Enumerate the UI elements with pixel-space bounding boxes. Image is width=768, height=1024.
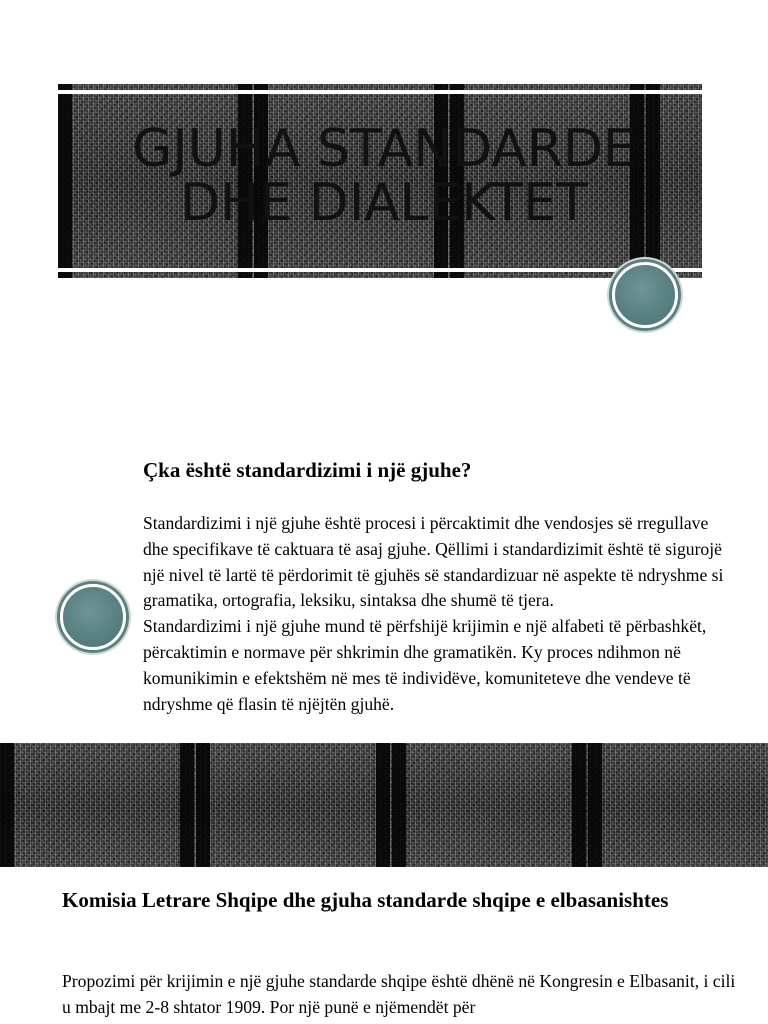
title-line-2: DHE DIALEKTET [180,173,588,233]
section-heading-standardization: Çka është standardizimi i një gjuhe? [143,458,472,482]
paragraph: Standardizimi i një gjuhe mund të përfshijë krijimin e një alfabeti të përbashkët, përcaktimin e normave për shkrimin dhe gramatikën. Ky proces ndihmon në komunikimin e efektshëm në mes të individëve, komuniteteve dhe vendeve të ndryshme që flasin të njëjtën gjuhë. [143,616,707,714]
paragraph: Standardizimi i një gjuhe është procesi i përcaktimit dhe vendosjes së rregullave dhe specifikave të caktuara të asaj gjuhe. Qëllimi i standardizimit është të sigurojë një nivel të lartë të përdorimit të gjuhës së standardizuar në aspekte të ndryshme si gramatika, ortografia, leksiku, sintaksa dhe shumë të tjera. [143,513,724,611]
circle-ornament-icon [60,584,126,650]
banner-stripe-top [58,90,702,94]
texture-banner [0,743,768,867]
circle-ornament-icon [612,262,678,328]
section-body-standardization [143,511,728,717]
section-heading-commission: Komisia Letrare Shqipe dhe gjuha standarde shqipe e elbasanishtes [62,888,669,912]
page-title [0,119,768,233]
title-line-1: GJUHA STANDARDE [132,119,636,179]
paragraph: Propozimi për krijimin e një gjuhe standarde shqipe është dhënë në Kongresin e Elbasanit, i cili u mbajt me 2-8 shtator 1909. Por një punë e njëmendët për [62,971,736,1017]
banner-stripe-bottom [58,268,702,272]
